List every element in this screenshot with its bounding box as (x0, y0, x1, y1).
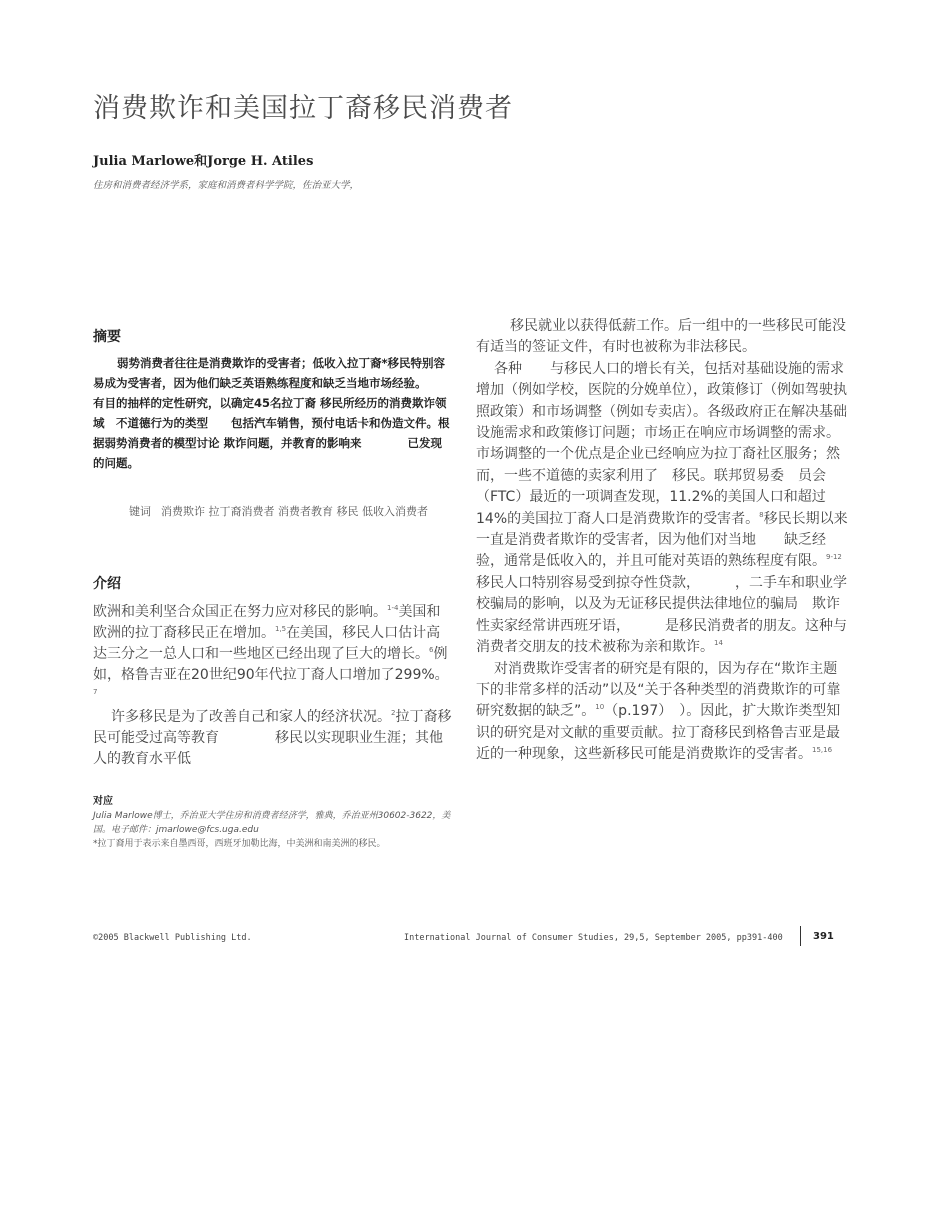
correspondence-heading: 对应 (93, 796, 113, 807)
footer-journal: International Journal of Consumer Studies, 29,5, September 2005, pp391-400 (404, 933, 783, 943)
keywords-label: 键词 (129, 505, 151, 518)
page-number: 391 (813, 931, 834, 942)
paper-title: 消费欺诈和美国拉丁裔移民消费者 (93, 93, 513, 124)
right-paragraph-3: 对消费欺诈受害者的研究是有限的，因为存在“欺诈主题下的非常多样的活动”以及“关于各种类型的消费欺诈的可靠研究数据的缺乏”。$^{10}$（p.197） ）。因此，扩大欺诈类型知识的研究是对文献的重要贡献。拉丁裔移民到格鲁吉亚是最近的一种现象，这些新移民可能是消费欺诈的受害者。$^{15,16}$ (476, 660, 841, 763)
intro-heading: 介绍 (93, 576, 121, 592)
affiliation: 住房和消费者经济学系，家庭和消费者科学学院，佐治亚大学， (93, 180, 360, 191)
intro-paragraph-1: 欧洲和美利坚合众国正在努力应对移民的影响。$^{1-4}$美国和欧洲的拉丁裔移民正在增加。$^{1,5}$在美国，移民人口估计高达三分之一总人口和一些地区已经出现了巨大的增长。$^6$例如，格鲁吉亚在20世纪90年代拉丁裔人口增加了299%。$^7$ (93, 604, 449, 696)
page-number-divider (800, 926, 801, 946)
abstract-heading: 摘要 (93, 329, 121, 345)
keywords (93, 501, 453, 523)
keywords-text: 消费欺诈 拉丁裔消费者 消费者教育 移民 低收入消费者 (161, 505, 428, 518)
abstract-text: 弱势消费者往往是消费欺诈的受害者；低收入拉丁裔*移民特别容易成为受害者，因为他们缺乏英语熟练程度和缺乏当地市场经验。 有目的抽样的定性研究，以确定45名拉丁裔 移民所经历的消费欺诈领域 不道德行为的类型 包括汽车销售，预付电话卡和伪造文件。根据弱势消费者的模型讨论 欺诈问题，并教育的影响来 已发现的问题。 (93, 356, 450, 470)
latino-footnote: *拉丁裔用于表示来自墨西哥，西班牙加勒比海，中美洲和南美洲的移民。 (93, 839, 386, 849)
correspondence (93, 795, 453, 851)
intro-body (93, 602, 453, 770)
right-paragraph-2: 各种 与移民人口的增长有关，包括对基础设施的需求增加（例如学校，医院的分娩单位），政策修订（例如驾驶执照政策）和市场调整（例如专卖店）。各级政府正在解决基础设施需求和政策修订问题；市场正在响应市场调整的需求。市场调整的一个优点是企业已经响应为拉丁裔社区服务；然而，一些不道德的卖家利用了 移民。联邦贸易委 员会（FTC）最近的一项调查发现，11.2%的美国人口和超过14%的美国拉丁裔人口是消费欺诈的受害者。$^8$移民长期以来一直是消费者欺诈的受害者，因为他们对当地 缺乏经验，通常是低收入的，并且可能对英语的熟练程度有限。$^{9-12}$移民人口特别容易受到掠夺性贷款， ，二手车和职业学校骗局的影响，以及为无证移民提供法律地位的骗局 欺诈性卖家经常讲西班牙语， 是移民消费者的朋友。这种与消费者交朋友的技术被称为亲和欺诈。$^{14}$ (476, 360, 848, 656)
right-paragraph-1: 移民就业以获得低薪工作。后一组中的一些移民可能没有适当的签证文件，有时也被称为非法移民。 (476, 318, 846, 356)
abstract (93, 353, 453, 473)
correspondence-address: Julia Marlowe博士，乔治亚大学住房和消费者经济学，雅典，乔治亚州30602-3622，美国。电子邮件：jmarlowe@fcs.uga.edu (93, 811, 451, 835)
right-column-body (476, 316, 851, 766)
footer-copyright: ©2005 Blackwell Publishing Ltd. (93, 933, 252, 943)
intro-paragraph-2: 许多移民是为了改善自己和家人的经济状况。$^2$拉丁裔移民可能受过高等教育 移民以实现职业生涯；其他人的教育水平低 (93, 709, 452, 767)
authors: Julia Marlowe和Jorge H. Atiles (93, 154, 314, 169)
